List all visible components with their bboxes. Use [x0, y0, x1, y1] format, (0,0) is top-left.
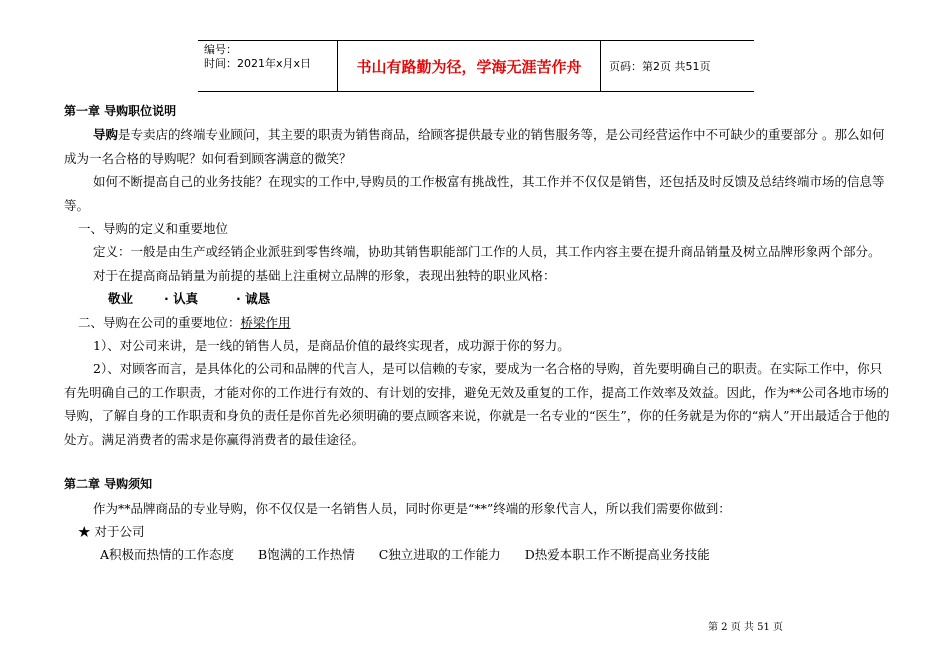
- number-label: 编号：: [204, 43, 237, 56]
- option-a: A积极而热情的工作态度: [100, 547, 235, 563]
- star-icon: ★: [78, 523, 91, 539]
- point-2: 2）、对顾客而言，是具体化的公司和品牌的代言人，是可以信赖的专家，要成为一名合格的导购，首先要明确自己的职责。在实际工作中，你只有先明确自己的工作职责，才能对你的工作进行有效的、有计划的安排，避免无效及重复的工作，提高工作效率及效益。因此，作为**公司各地市场的导购，了解自身的工作职责和身负的责任是你首先必须明确的要点顾客来说，你就是一名专业的“医生”，你的任务就是为你的“病人”开出最适合于他的处方。满足消费者的需求是你赢得消费者的最佳途径。: [64, 361, 890, 447]
- point-1: 1）、对公司来讲，是一线的销售人员，是商品价值的最终实现者，成功源于你的努力。: [93, 338, 570, 354]
- section1-title: 一、导购的定义和重要地位: [78, 221, 229, 237]
- virtue-3: · 诚恳: [236, 291, 271, 307]
- chapter2-title: 第二章 导购须知: [64, 477, 153, 492]
- bridge-role: 桥梁作用: [240, 314, 291, 330]
- option-d: D热爱本职工作不断提高业务技能: [524, 547, 710, 563]
- star-item: [64, 520, 894, 543]
- section2-title: [64, 311, 894, 334]
- time-label: 时间：2021年x月x日: [204, 57, 312, 70]
- page-footer: 第 2 页 共 51 页: [708, 622, 783, 633]
- section2-prefix: 二、导购在公司的重要地位：: [78, 314, 241, 330]
- header-motto: 书山有路勤为径，学海无涯苦作舟: [338, 41, 601, 91]
- option-b: B饱满的工作热情: [258, 547, 355, 563]
- term-guide: 导购: [93, 127, 119, 143]
- header-page: 页码：第2页 共51页: [609, 60, 711, 73]
- paragraph-style: 对于在提高商品销量为前提的基础上注重树立品牌的形象，表现出独特的职业风格：: [93, 267, 556, 283]
- chapter2-intro: 作为**品牌商品的专业导购，你不仅仅是一名销售人员，同时你更是“**”终端的形象代言人，所以我们需要你做到：: [93, 500, 731, 516]
- option-c: C独立进取的工作能力: [378, 547, 501, 563]
- paragraph-skills: 如何不断提高自己的业务技能？在现实的工作中,导购员的工作极富有挑战性，其工作并不仅仅是销售，还包括及时反馈及总结终端市场的信息等等。: [64, 174, 885, 213]
- virtues: [64, 287, 894, 310]
- paragraph-definition: 定义：一般是由生产或经销企业派驻到零售终端，协助其销售职能部门工作的人员，其工作内容主要在提升商品销量及树立品牌形象两个部分。: [93, 244, 881, 260]
- virtue-1: 敬业: [108, 291, 134, 307]
- document-body: [64, 100, 894, 567]
- virtue-2: · 认真: [164, 291, 199, 307]
- options-list: [64, 543, 894, 566]
- header-meta: [198, 41, 338, 91]
- star-text: 对于公司: [94, 523, 145, 539]
- page-header: [198, 40, 754, 92]
- intro-text: 是专卖店的终端专业顾问，其主要的职责为销售商品，给顾客提供最专业的销售服务等，是公司经营运作中不可缺少的重要部分 。那么如何成为一名合格的导购呢？如何看到顾客满意的微笑？: [64, 127, 885, 166]
- chapter1-title: 第一章 导购职位说明: [64, 104, 177, 118]
- paragraph-intro: [64, 123, 894, 170]
